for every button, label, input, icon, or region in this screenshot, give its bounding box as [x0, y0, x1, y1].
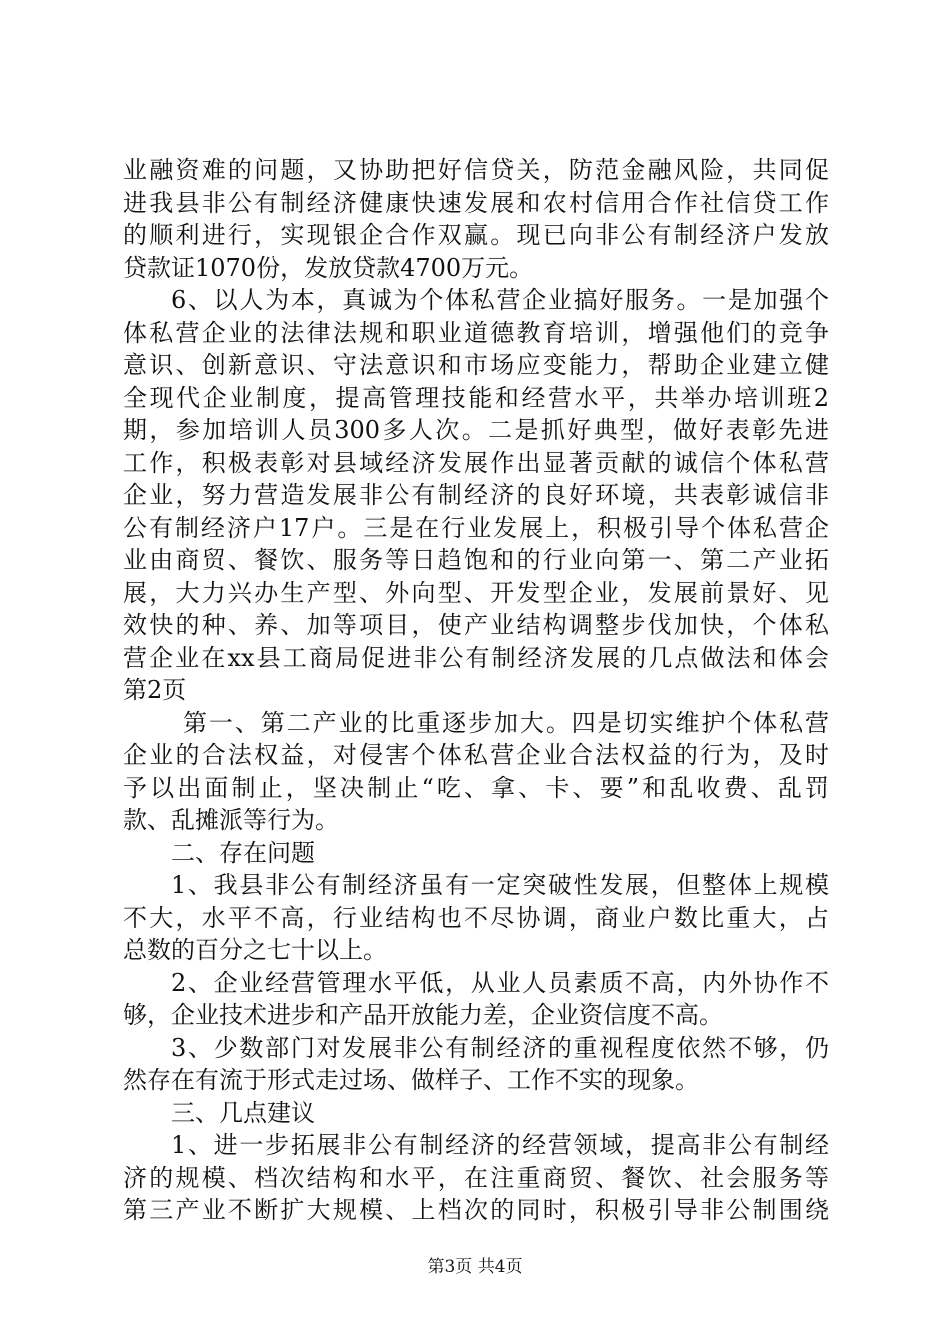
- text-line: 业由商贸、餐饮、服务等日趋饱和的行业向第一、第二产业拓: [123, 546, 829, 574]
- text-line: 展，大力兴办生产型、外向型、开发型企业，发展前景好、见: [123, 578, 829, 607]
- text-line: 三、几点建议: [171, 1098, 315, 1127]
- text-line: 款、乱摊派等行为。: [123, 806, 339, 834]
- text-line: 全现代企业制度，提高管理技能和经营水平，共举办培训班2: [123, 383, 829, 412]
- text-line: 企业的合法权益，对侵害个体私营企业合法权益的行为，及时: [123, 741, 829, 769]
- text-line: 营企业在xx县工商局促进非公有制经济发展的几点做法和体会: [123, 643, 829, 672]
- text-line: 工作，积极表彰对县域经济发展作出显著贡献的诚信个体私营: [123, 448, 829, 477]
- text-line: 的顺利进行，实现银企合作双赢。现已向非公有制经济户发放: [123, 221, 829, 249]
- text-line: 然存在有流于形式走过场、做样子、工作不实的现象。: [123, 1066, 699, 1094]
- text-line: 1、进一步拓展非公有制经济的经营领域，提高非公有制经: [171, 1131, 829, 1159]
- document-body: [123, 154, 829, 1227]
- text-line: 期，参加培训人员300多人次。二是抓好典型，做好表彰先进: [123, 416, 829, 444]
- text-line: 1、我县非公有制经济虽有一定突破性发展，但整体上规模: [171, 871, 829, 899]
- text-line: 总数的百分之七十以上。: [123, 936, 387, 964]
- page-footer: 第3页 共4页: [427, 1257, 523, 1277]
- text-line: 第2页: [123, 676, 187, 704]
- text-line: 第一、第二产业的比重逐步加大。四是切实维护个体私营: [183, 708, 829, 737]
- text-line: 3、少数部门对发展非公有制经济的重视程度依然不够，仍: [171, 1033, 829, 1062]
- text-line: 够，企业技术进步和产品开放能力差，企业资信度不高。: [123, 1001, 723, 1029]
- text-line: 予以出面制止，坚决制止“吃、拿、卡、要”和乱收费、乱罚: [123, 773, 829, 802]
- text-line: 体私营企业的法律法规和职业道德教育培训，增强他们的竞争: [123, 318, 829, 347]
- text-line: 进我县非公有制经济健康快速发展和农村信用合作社信贷工作: [123, 188, 829, 217]
- text-line: 贷款证1070份，发放贷款4700万元。: [123, 253, 534, 282]
- text-line: 2、企业经营管理水平低，从业人员素质不高，内外协作不: [171, 968, 829, 997]
- text-line: 意识、创新意识、守法意识和市场应变能力，帮助企业建立健: [123, 351, 829, 379]
- text-line: 6、以人为本，真诚为个体私营企业搞好服务。一是加强个: [171, 286, 829, 314]
- text-line: 第三产业不断扩大规模、上档次的同时，积极引导非公制围绕: [123, 1196, 829, 1224]
- text-line: 效快的种、养、加等项目，使产业结构调整步伐加快，个体私: [123, 611, 829, 639]
- text-line: 不大，水平不高，行业结构也不尽协调，商业户数比重大，占: [123, 903, 829, 932]
- text-line: 济的规模、档次结构和水平，在注重商贸、餐饮、社会服务等: [123, 1163, 829, 1192]
- text-line: 业融资难的问题，又协助把好信贷关，防范金融风险，共同促: [123, 156, 829, 184]
- text-line: 二、存在问题: [171, 838, 315, 867]
- text-line: 企业，努力营造发展非公有制经济的良好环境，共表彰诚信非: [123, 481, 829, 509]
- text-line: 公有制经济户17户。三是在行业发展上，积极引导个体私营企: [123, 513, 829, 542]
